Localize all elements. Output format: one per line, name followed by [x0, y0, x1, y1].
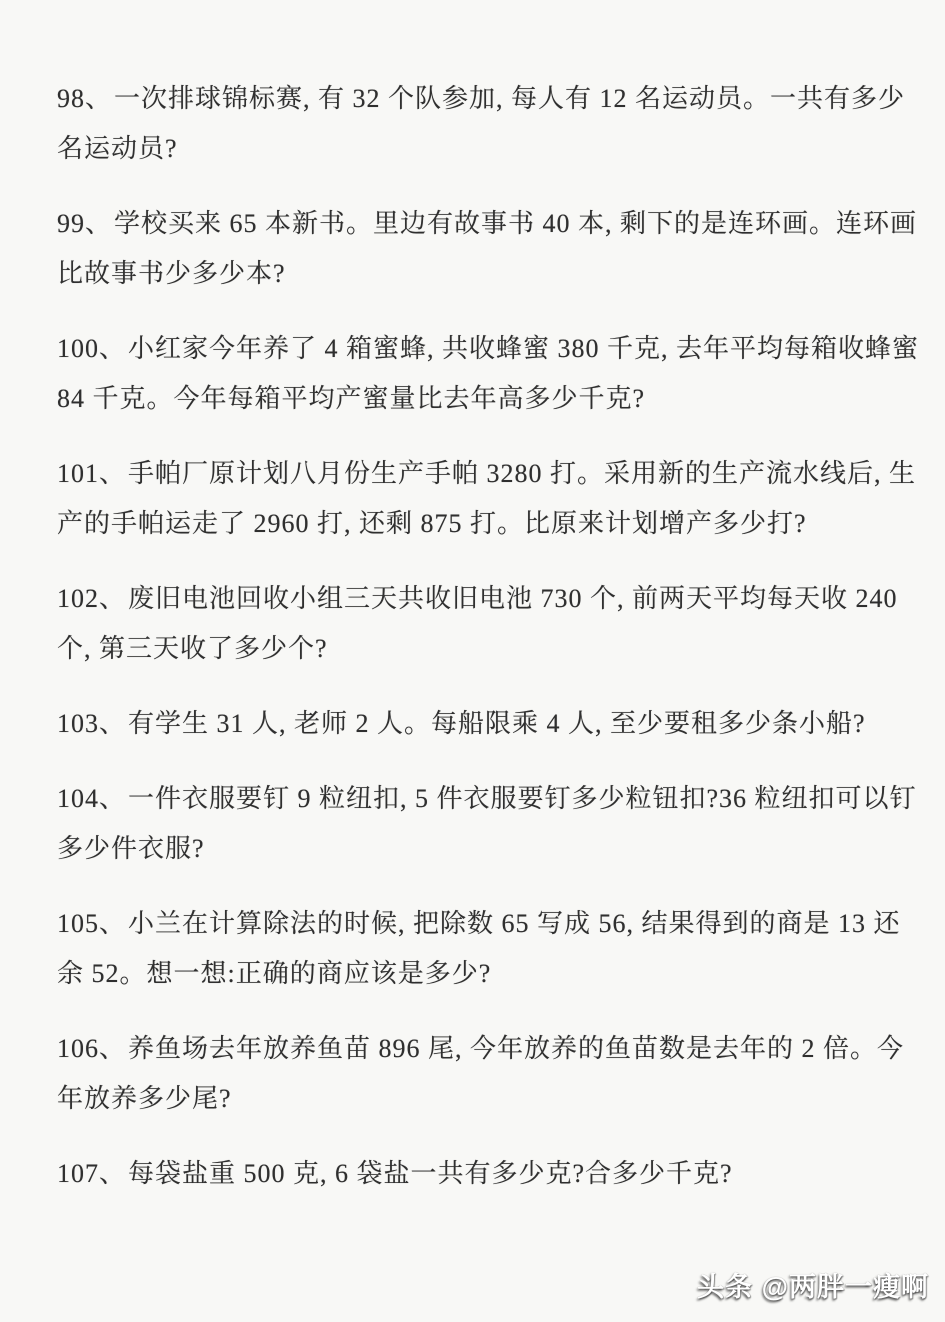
problem-number: 100、: [57, 334, 127, 363]
problem-item: [57, 1149, 921, 1199]
problem-number: 98、: [57, 84, 113, 113]
problem-item: [57, 449, 921, 549]
problem-number: 107、: [57, 1159, 127, 1188]
problem-text: 一次排球锦标赛, 有 32 个队参加, 每人有 12 名运动员。一共有多少名运动员?: [57, 84, 906, 163]
problem-number: 102、: [57, 584, 127, 613]
problem-number: 99、: [57, 209, 113, 238]
problem-item: [57, 1024, 921, 1124]
problem-text: 每袋盐重 500 克, 6 袋盐一共有多少克?合多少千克?: [128, 1159, 733, 1188]
problem-text: 手帕厂原计划八月份生产手帕 3280 打。采用新的生产流水线后, 生产的手帕运走了 2960 打, 还剩 875 打。比原来计划增产多少打?: [57, 459, 917, 538]
problem-text: 废旧电池回收小组三天共收旧电池 730 个, 前两天平均每天收 240 个, 第三天收了多少个?: [57, 584, 898, 663]
problem-number: 105、: [57, 909, 127, 938]
problem-text: 养鱼场去年放养鱼苗 896 尾, 今年放养的鱼苗数是去年的 2 倍。今年放养多少尾?: [57, 1034, 905, 1113]
problem-item: [57, 574, 921, 674]
problem-text: 一件衣服要钉 9 粒纽扣, 5 件衣服要钉多少粒钮扣?36 粒纽扣可以钉多少件衣服?: [57, 784, 917, 863]
problem-item: [57, 324, 921, 424]
problem-number: 103、: [57, 709, 127, 738]
problem-text: 小红家今年养了 4 箱蜜蜂, 共收蜂蜜 380 千克, 去年平均每箱收蜂蜜 84 千克。今年每箱平均产蜜量比去年高多少千克?: [57, 334, 920, 413]
problem-text: 有学生 31 人, 老师 2 人。每船限乘 4 人, 至少要租多少条小船?: [128, 709, 866, 738]
problem-item: [57, 899, 921, 999]
watermark: 头条 @两胖一瘦啊: [697, 1272, 929, 1302]
problem-item: [57, 74, 921, 174]
problem-number: 101、: [57, 459, 127, 488]
problem-text: 小兰在计算除法的时候, 把除数 65 写成 56, 结果得到的商是 13 还余 52。想一想:正确的商应该是多少?: [57, 909, 901, 988]
problem-item: [57, 774, 921, 874]
problem-item: [57, 199, 921, 299]
problem-number: 104、: [57, 784, 127, 813]
problem-number: 106、: [57, 1034, 127, 1063]
problem-text: 学校买来 65 本新书。里边有故事书 40 本, 剩下的是连环画。连环画比故事书少多少本?: [57, 209, 918, 288]
problem-item: [57, 699, 921, 749]
